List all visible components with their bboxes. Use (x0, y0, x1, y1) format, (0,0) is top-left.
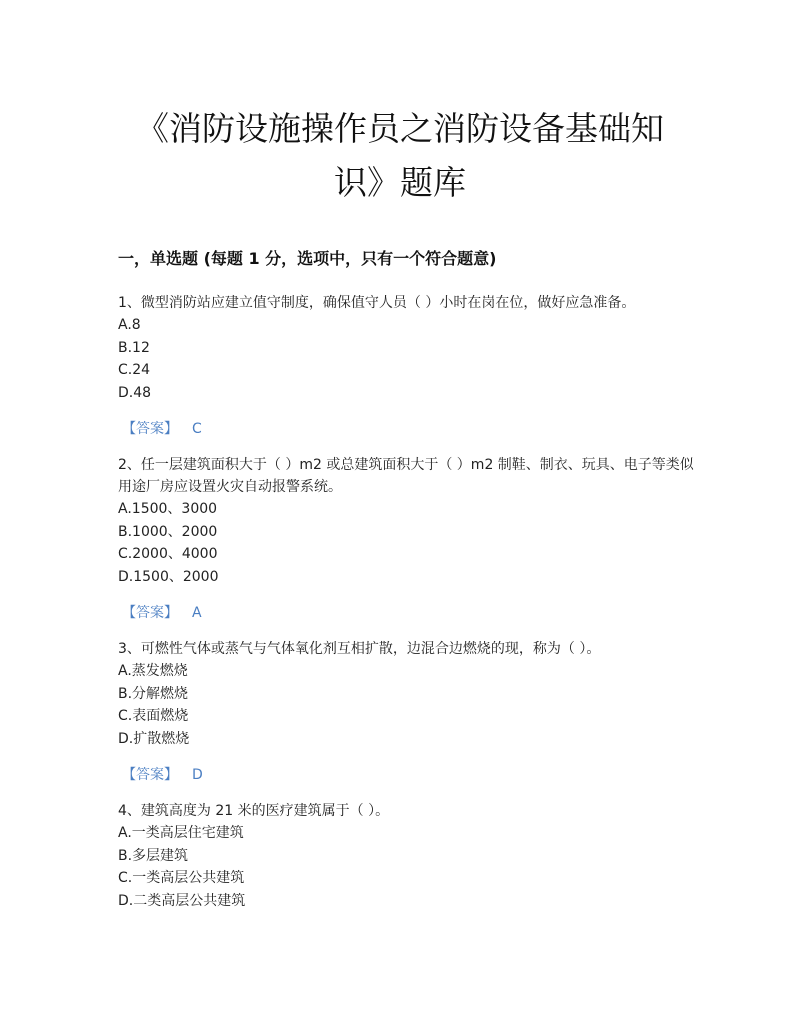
question-text: 3、可燃性气体或蒸气与气体氧化剂互相扩散，边混合边燃烧的现，称为（ ）。 (118, 641, 601, 657)
answer-value: D (192, 767, 203, 783)
question-1 (118, 292, 698, 440)
answer-label: 【答案】 (122, 421, 178, 437)
document-title (100, 102, 700, 210)
answer-line (122, 418, 698, 440)
question-list (118, 292, 698, 912)
title-line-1: 《消防设施操作员之消防设备基础知 (136, 109, 664, 148)
option-list (118, 314, 698, 404)
option-list (118, 498, 698, 588)
option-c: C.24 (118, 362, 151, 378)
section-heading: 一，单选题 (每题 1 分，选项中，只有一个符合题意) (118, 249, 497, 268)
answer-line (122, 602, 698, 624)
answer-label: 【答案】 (122, 605, 178, 621)
option-a: A.蒸发燃烧 (118, 663, 188, 679)
option-c: C.一类高层公共建筑 (118, 870, 245, 886)
option-d: D.1500、2000 (118, 568, 219, 585)
option-list (118, 660, 698, 750)
question-text: 4、建筑高度为 21 米的医疗建筑属于（ ）。 (118, 803, 390, 819)
answer-value: C (192, 421, 202, 437)
question-3 (118, 638, 698, 786)
option-d: D.48 (118, 384, 152, 401)
answer-value: A (192, 605, 202, 621)
option-b: B.多层建筑 (118, 847, 189, 864)
option-c: C.2000、4000 (118, 546, 218, 562)
option-list (118, 822, 698, 912)
option-b: B.12 (118, 339, 150, 356)
answer-label: 【答案】 (122, 767, 178, 783)
question-text: 2、任一层建筑面积大于（ ）m2 或总建筑面积大于（ ）m2 制鞋、制衣、玩具、电子等类似用途厂房应设置火灾自动报警系统。 (118, 457, 694, 495)
option-d: D.扩散燃烧 (118, 730, 190, 747)
option-d: D.二类高层公共建筑 (118, 892, 246, 909)
option-a: A.8 (118, 317, 141, 333)
answer-line (122, 764, 698, 786)
option-a: A.1500、3000 (118, 501, 218, 517)
option-c: C.表面燃烧 (118, 708, 189, 724)
question-2 (118, 454, 698, 624)
title-line-2: 识》题库 (334, 163, 466, 202)
question-text: 1、微型消防站应建立值守制度，确保值守人员（ ）小时在岗在位，做好应急准备。 (118, 295, 636, 311)
option-b: B.分解燃烧 (118, 685, 189, 702)
option-a: A.一类高层住宅建筑 (118, 825, 244, 841)
option-b: B.1000、2000 (118, 523, 218, 540)
question-4 (118, 800, 698, 912)
